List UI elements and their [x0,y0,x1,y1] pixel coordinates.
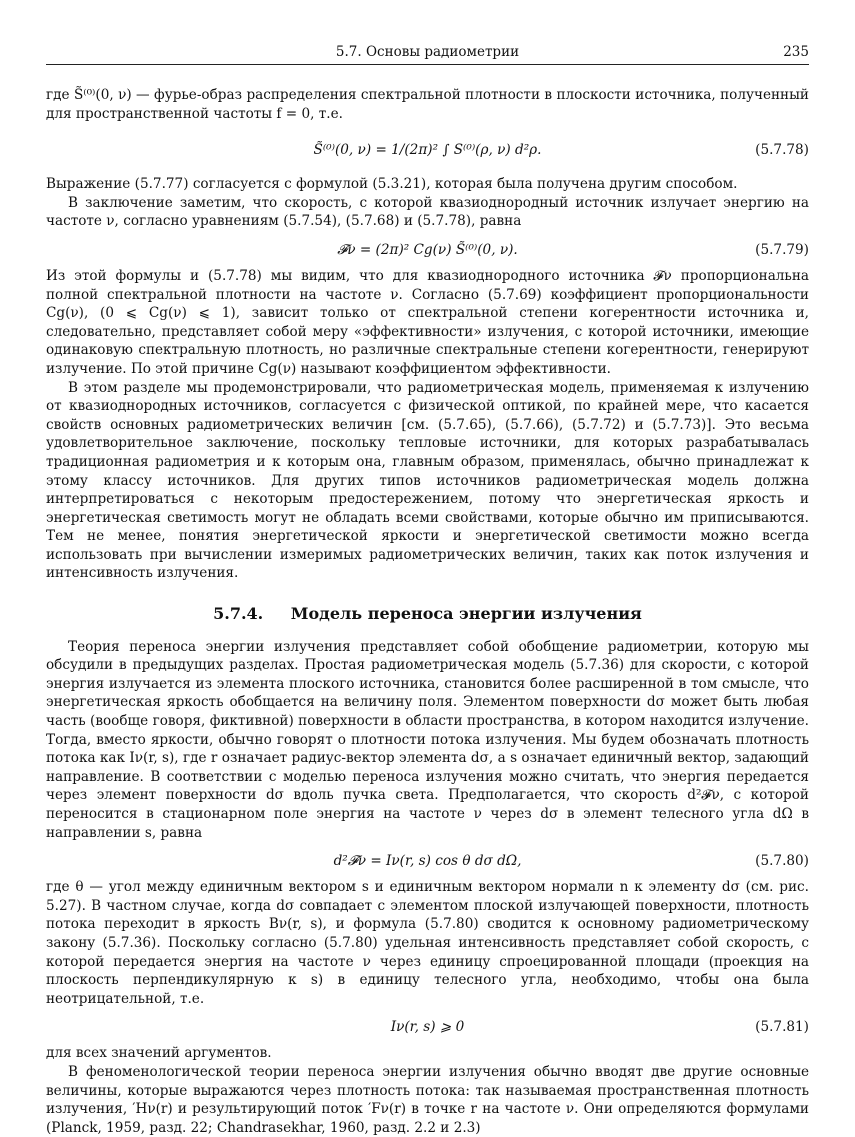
equation-expression: S̃⁽⁰⁾(0, ν) = 1/(2π)² ∫ S⁽⁰⁾(ρ, ν) d²ρ. [313,142,542,159]
section-title: Модель переноса энергии излучения [290,604,642,624]
paragraph: для всех значений аргументов. [46,1045,272,1062]
equation-expression: Iν(r, s) ⩾ 0 [390,1019,465,1036]
paragraph: Выражение (5.7.77) согласуется с формулой (5.3.21), которая была получена другим способом. [46,176,738,193]
header-title: 5.7. Основы радиометрии [335,44,520,60]
paragraph: В этом разделе мы продемонстрировали, что радиометрическая модель, применяемая к излучению от квазиоднородных источников, согласуется с физической оптикой, по крайней мере, что касается свойств основных радиометрических величин [см. (5.7.65), (5.7.66), (5.7.72) и (5.7.73)]. Это весьма удовлетворительное заключение, поскольку тепловые источники, для которых разрабатывалась традиционная радиометрия и к которым она, главным образом, применялась, обычно принадлежат к этому классу источников. Для других типов источников радиометрическая модель должна интерпретироваться с некоторым предостережением, потому что энергетическая яркость и энергетическая светимость могут не обладать всеми свойствами, которые обычно им приписываются. Тем не менее, понятия энергетической яркости и энергетической светимости можно всегда использовать при вычислении измеримых радиометрических величин, таких как поток излучения и интенсивность излучения. [46,379,809,582]
paragraph: В заключение заметим, что скорость, с которой квазиоднородный источник излучает энергию на частоте ν, согласно уравнениям (5.7.54), (5.7.68) и (5.7.78), равна [46,194,809,230]
section-heading [46,605,809,624]
equation-number: (5.7.80) [755,853,809,870]
equation-number: (5.7.78) [755,142,809,159]
equation-5-7-78 [46,127,809,171]
equation-5-7-81 [46,1012,809,1040]
equation-number: (5.7.81) [755,1019,809,1036]
equation-5-7-79 [46,235,809,263]
equation-5-7-80 [46,846,809,874]
paragraph: Из этой формулы и (5.7.78) мы видим, что для квазиоднородного источника 𝓕ν пропорциональна полной спектральной плотности на частоте ν. Согласно (5.7.69) коэффициент пропорциональности Cg(ν), (0 ⩽ Cg(ν) ⩽ 1), зависит только от спектральной степени когерентности источника и, следовательно, представляет собой меру «эффективности» излучения, с которой источники, имеющие одинаковую спектральную плотность, но различные спектральные степени когерентности, генерируют излучение. По этой причине Cg(ν) называют коэффициентом эффективности. [46,267,809,377]
equation-expression: d²𝓕ν = Iν(r, s) cos θ dσ dΩ, [333,853,522,870]
equation-number: (5.7.79) [755,241,809,258]
paragraph: В феноменологической теории переноса энергии излучения обычно вводят две другие основные величины, которые выражаются через плотность потока: так называемая пространственная плотность излучения, ′Hν(r) и результирующий поток ′Fν(r) в точке r на частоте ν. Они определяются формулами (Planck, 1959, разд. 22; Chandrasekhar, 1960, разд. 2.2 и 2.3) [46,1063,809,1136]
page-body [46,86,809,1137]
page-number: 235 [783,44,809,60]
section-number: 5.7.4. [213,604,264,624]
paragraph: Теория переноса энергии излучения представляет собой обобщение радиометрии, которую мы обсудили в предыдущих разделах. Простая радиометрическая модель (5.7.36) для скорости, с которой энергия излучается из элемента плоского источника, становится более расширенной в том смысле, что энергетическая яркость обобщается на величину поля. Элементом поверхности dσ может быть любая часть (вообще говоря, фиктивной) поверхности в области пространства, в котором находится излучение. Тогда, вместо яркости, обычно говорят о плотности потока излучения. Мы будем обозначать плотность потока как Iν(r, s), где r означает радиус-вектор элемента dσ, а s означает единичный вектор, задающий направление. В соответствии с моделью переноса излучения можно считать, что энергия передается через элемент поверхности dσ вдоль пучка света. Предполагается, что скорость d²𝓕ν, с которой переносится в стационарном поле энергия на частоте ν через dσ в элемент телесного угла dΩ в направлении s, равна [46,638,809,841]
equation-expression: 𝓕ν = (2π)² Cg(ν) S̃⁽⁰⁾(0, ν). [337,241,518,258]
paragraph: где S̃⁽⁰⁾(0, ν) — фурье-образ распределения спектральной плотности в плоскости источника, полученный для пространственной частоты f = 0, т.е. [46,87,809,122]
paragraph: где θ — угол между единичным вектором s и единичным вектором нормали n к элементу dσ (см. рис. 5.27). В частном случае, когда dσ совпадает с элементом плоской излучающей поверхности, плотность потока переходит в яркость Bν(r, s), и формула (5.7.80) сводится к основному радиометрическому закону (5.7.36). Поскольку согласно (5.7.80) удельная интенсивность представляет собой скорость, с которой передается энергия на частоте ν через единицу спроецированной площади (проекция на плоскость перпендикулярную к s) в единицу телесного угла, необходимо, чтобы она была неотрицательной, т.е. [46,879,809,1007]
running-header [46,44,809,65]
